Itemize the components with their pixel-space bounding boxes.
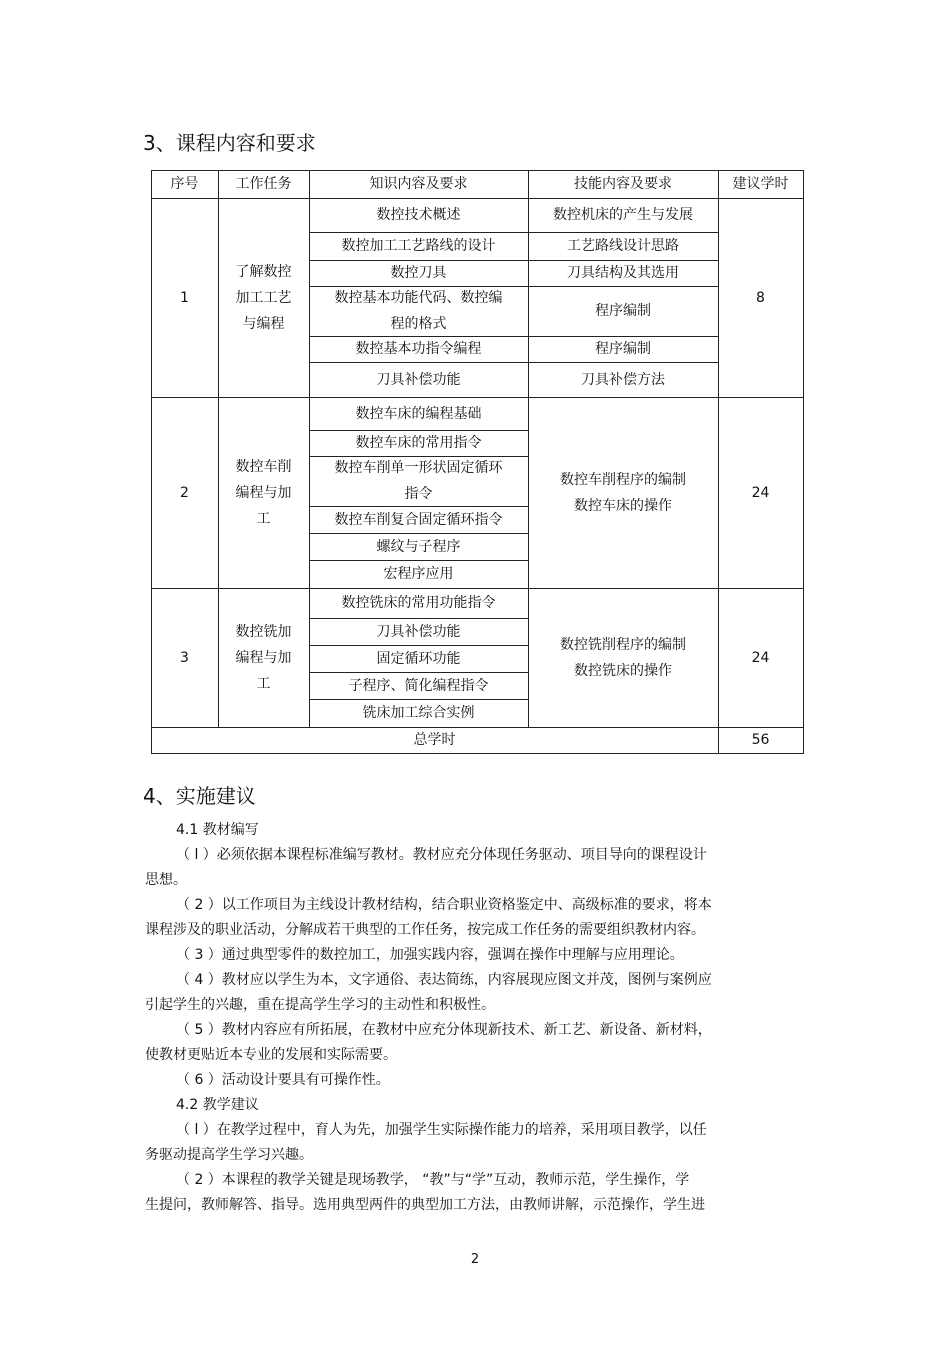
total-hours: 56: [751, 732, 770, 748]
section-4-title: 4、实施建议: [143, 784, 256, 808]
knowledge-item: 宏程序应用: [383, 566, 454, 582]
skill-item: 数控铣削程序的编制 数控铣床的操作: [560, 636, 686, 679]
paragraph: （ 6 ）活动设计要具有可操作性。: [176, 1072, 390, 1088]
work-task: 数控车削 编程与加 工: [235, 458, 292, 527]
paragraph: （ 2 ）以工作项目为主线设计教材结构，结合职业资格鉴定中、高级标准的要求，将本: [176, 897, 712, 913]
paragraph: （ l ）必须依据本课程标准编写教材。教材应充分体现任务驱动、项目导向的课程设计: [176, 847, 707, 863]
header-hours: 建议学时: [732, 176, 789, 192]
paragraph: 思想。: [145, 872, 187, 888]
knowledge-item: 数控车床的常用指令: [355, 435, 482, 451]
paragraph: 课程涉及的职业活动，分解成若干典型的工作任务，按完成工作任务的需要组织教材内容。: [145, 922, 705, 938]
knowledge-item: 刀具补偿功能: [376, 371, 461, 388]
knowledge-item: 数控技术概述: [376, 207, 461, 223]
knowledge-item: 数控基本功能代码、数控编 程的格式: [334, 290, 503, 332]
skill-item: 数控车削程序的编制 数控车床的操作: [560, 471, 686, 514]
subsection-4-2: 4.2 教学建议: [176, 1097, 259, 1113]
skill-item: 工艺路线设计思路: [567, 238, 679, 254]
table-rule: [151, 753, 804, 754]
knowledge-item: 数控车床的编程基础: [355, 405, 482, 422]
knowledge-item: 刀具补偿功能: [376, 623, 461, 640]
row-number: 2: [180, 484, 189, 501]
section-3-title: 3、课程内容和要求: [143, 131, 316, 155]
row-number: 1: [180, 289, 189, 306]
knowledge-item: 固定循环功能: [376, 650, 461, 667]
knowledge-item: 数控加工工艺路线的设计: [341, 238, 496, 254]
paragraph: （ 4 ）教材应以学生为本，文字通俗、表达简练，内容展现应图文并茂，图例与案例应: [176, 972, 712, 988]
paragraph: 使教材更贴近本专业的发展和实际需要。: [145, 1047, 397, 1063]
total-label: 总学时: [413, 732, 456, 748]
work-task: 数控铣加 编程与加 工: [235, 623, 292, 692]
header-skills: 技能内容及要求: [574, 176, 672, 192]
knowledge-item: 铣床加工综合实例: [362, 705, 475, 721]
skill-item: 刀具补偿方法: [581, 371, 665, 388]
paragraph: （ l ）在教学过程中，育人为先，加强学生实际操作能力的培养，采用项目教学，以任: [176, 1122, 707, 1138]
knowledge-item: 数控车削单一形状固定循环 指令: [334, 460, 503, 502]
knowledge-item: 数控基本功指令编程: [355, 341, 482, 357]
header-no: 序号: [170, 176, 199, 192]
skill-item: 程序编制: [595, 341, 651, 357]
knowledge-item: 螺纹与子程序: [376, 538, 461, 555]
suggested-hours: 24: [751, 649, 770, 666]
header-task: 工作任务: [235, 176, 292, 192]
paragraph: 生提问，教师解答、指导。选用典型两件的典型加工方法，由教师讲解，示范操作，学生进: [145, 1197, 705, 1213]
suggested-hours: 24: [751, 484, 770, 501]
row-number: 3: [180, 649, 189, 666]
work-task: 了解数控 加工工艺 与编程: [235, 263, 292, 332]
paragraph: （ 2 ）本课程的教学关键是现场教学， “教”与“学”互动，教师示范，学生操作，学: [176, 1172, 690, 1188]
paragraph: （ 5 ）教材内容应有所拓展，在教材中应充分体现新技术、新工艺、新设备、新材料，: [176, 1022, 712, 1038]
paragraph: （ 3 ）通过典型零件的数控加工，加强实践内容，强调在操作中理解与应用理论。: [176, 947, 684, 963]
skill-item: 数控机床的产生与发展: [553, 207, 693, 223]
knowledge-item: 数控刀具: [390, 265, 447, 281]
knowledge-item: 数控铣床的常用功能指令: [341, 595, 496, 611]
header-knowledge: 知识内容及要求: [369, 176, 468, 192]
paragraph: 引起学生的兴趣，重在提高学生学习的主动性和积极性。: [145, 997, 495, 1013]
page-number: 2: [470, 1252, 480, 1267]
skill-item: 程序编制: [595, 303, 651, 319]
skill-item: 刀具结构及其选用: [567, 265, 679, 281]
suggested-hours: 8: [756, 289, 765, 306]
subsection-4-1: 4.1 教材编写: [176, 822, 259, 838]
knowledge-item: 子程序、简化编程指令: [348, 677, 489, 694]
knowledge-item: 数控车削复合固定循环指令: [334, 511, 503, 528]
table-rule: [803, 170, 804, 753]
paragraph: 务驱动提高学生学习兴趣。: [145, 1147, 313, 1163]
